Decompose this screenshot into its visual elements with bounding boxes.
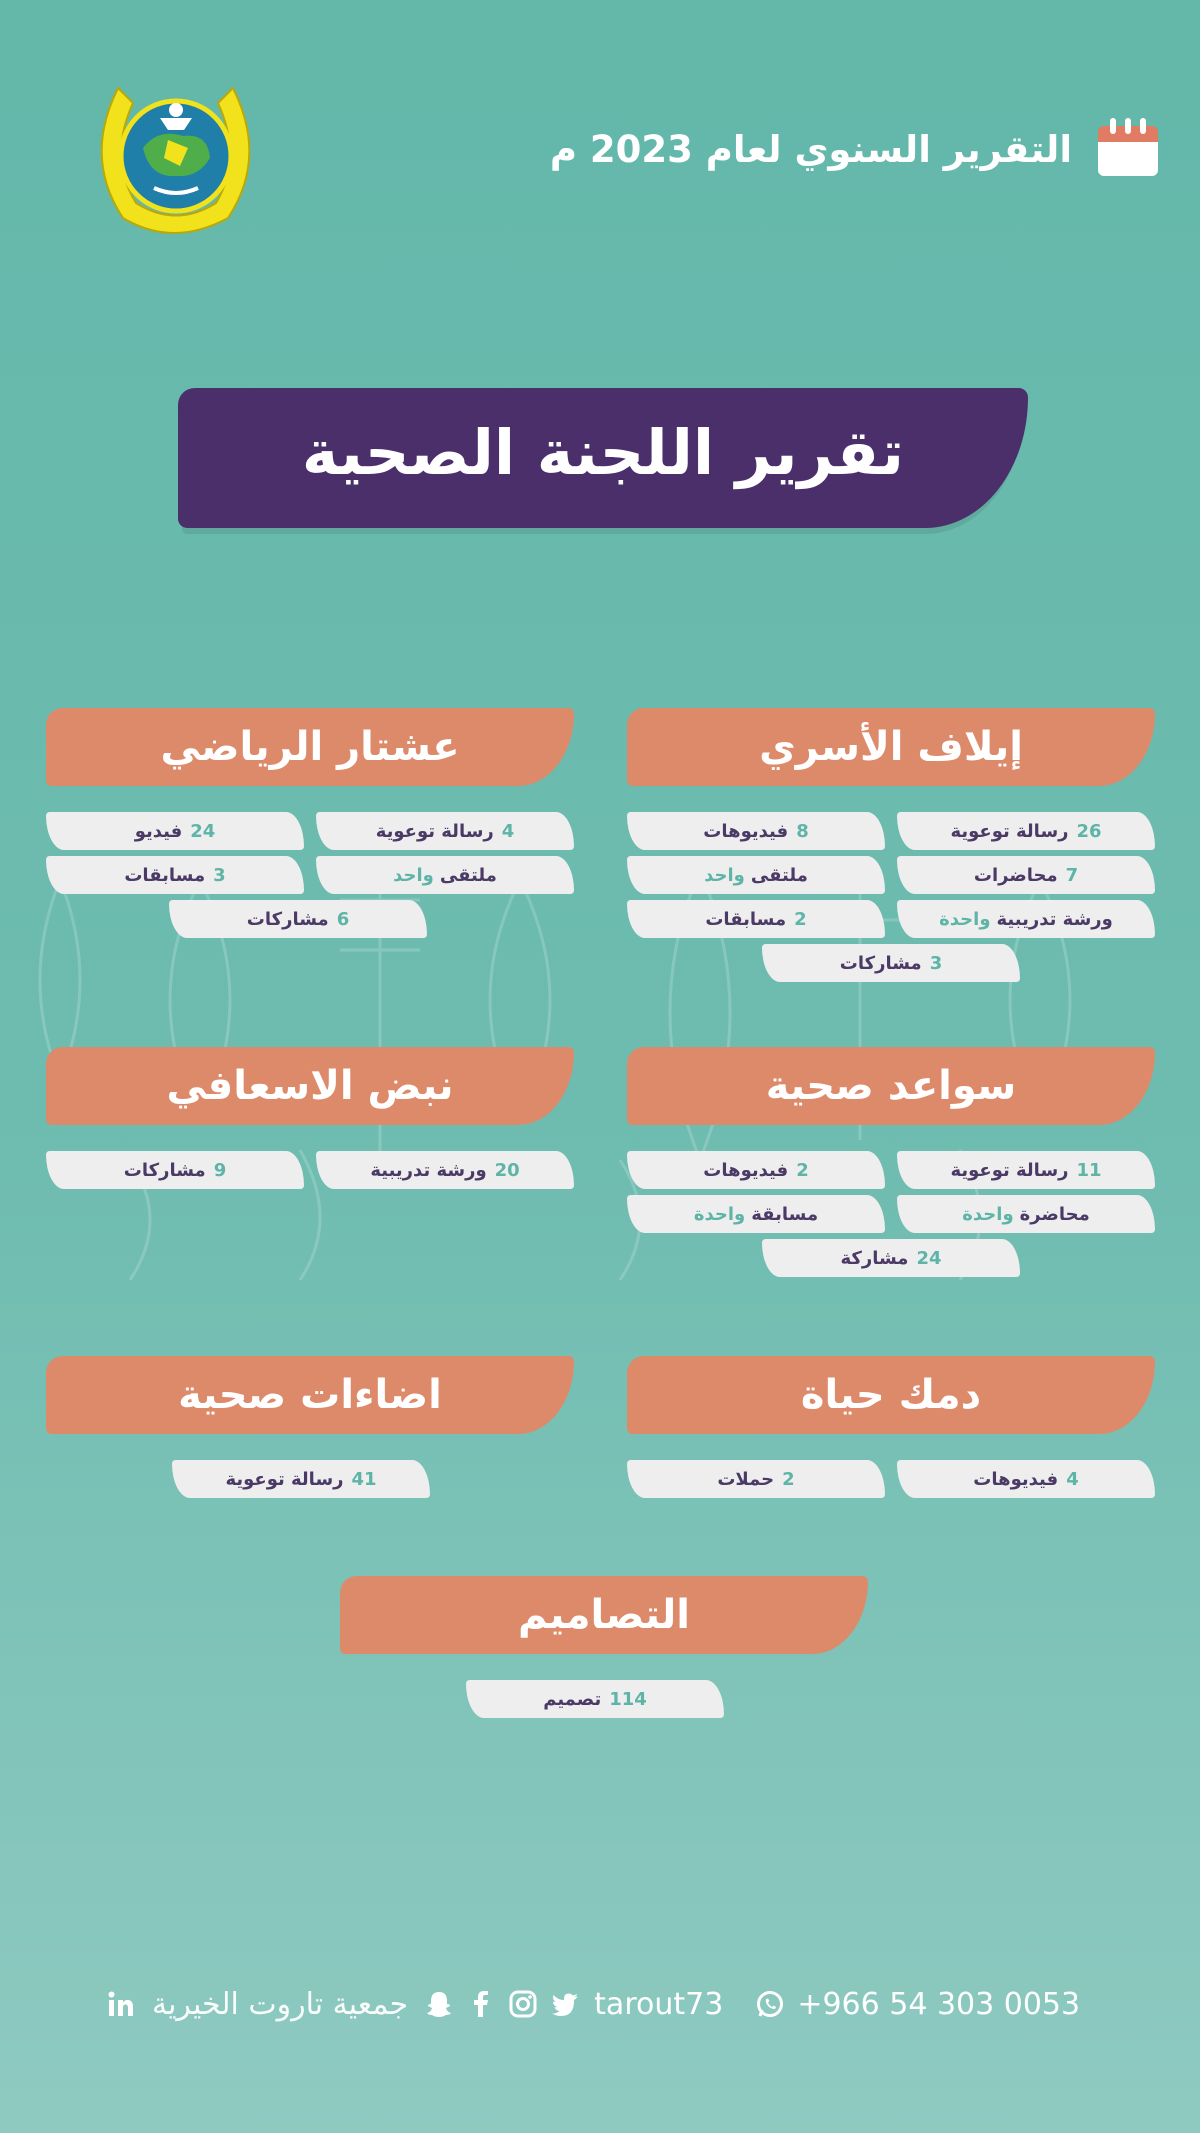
section-title: سواعد صحية <box>765 1063 1017 1109</box>
stat-pill: 11 رسالة توعوية <box>897 1151 1155 1189</box>
stat-pill: 4 فيديوهات <box>897 1460 1155 1498</box>
section-damak <box>627 1356 1155 1434</box>
stat-pill: ورشة تدريبية واحدة <box>897 900 1155 938</box>
snapchat-icon[interactable] <box>424 1989 454 2019</box>
section-ashtar <box>46 708 574 786</box>
org-name: جمعية تاروت الخيرية <box>152 1986 409 2022</box>
stat-pill: محاضرة واحدة <box>897 1195 1155 1233</box>
section-designs <box>340 1576 868 1654</box>
social-handle[interactable]: tarout73 <box>594 1986 724 2022</box>
section-title: التصاميم <box>518 1592 690 1638</box>
whatsapp-icon[interactable] <box>755 1989 785 2019</box>
stat-pill: 7 محاضرات <box>897 856 1155 894</box>
page-title: تقرير اللجنة الصحية <box>301 416 905 489</box>
stat-pill: 8 فيديوهات <box>627 812 885 850</box>
stat-pill: 24 مشاركة <box>762 1239 1020 1277</box>
stat-pill: 4 رسالة توعوية <box>316 812 574 850</box>
stat-pill: 2 فيديوهات <box>627 1151 885 1189</box>
stat-pill: 41 رسالة توعوية <box>172 1460 430 1498</box>
section-edaat <box>46 1356 574 1434</box>
stat-pill: 24 فيديو <box>46 812 304 850</box>
organization-logo <box>88 78 263 240</box>
stat-pill: 3 مشاركات <box>762 944 1020 982</box>
phone-number[interactable]: +966 54 303 0053 <box>797 1986 1081 2022</box>
section-sawaed <box>627 1047 1155 1125</box>
main-banner <box>178 388 1028 528</box>
calendar-icon <box>1098 118 1158 178</box>
section-title: اضاءات صحية <box>178 1372 442 1418</box>
linkedin-icon[interactable] <box>106 1989 136 2019</box>
stat-pill: مسابقة واحدة <box>627 1195 885 1233</box>
stat-pill: 2 مسابقات <box>627 900 885 938</box>
stat-pill: ملتقى واحد <box>627 856 885 894</box>
section-ilaf <box>627 708 1155 786</box>
stat-pill: 3 مسابقات <box>46 856 304 894</box>
section-title: إيلاف الأسري <box>759 724 1023 770</box>
twitter-icon[interactable] <box>550 1989 580 2019</box>
section-title: نبض الاسعافي <box>166 1063 454 1109</box>
section-title: دمك حياة <box>800 1372 982 1418</box>
stat-pill: 114 تصميم <box>466 1680 724 1718</box>
stat-pill: ملتقى واحد <box>316 856 574 894</box>
facebook-icon[interactable] <box>466 1989 496 2019</box>
stat-pill: 2 حملات <box>627 1460 885 1498</box>
section-nabd <box>46 1047 574 1125</box>
section-title: عشتار الرياضي <box>160 724 460 770</box>
stat-pill: 9 مشاركات <box>46 1151 304 1189</box>
stat-pill: 6 مشاركات <box>169 900 427 938</box>
stat-pill: 20 ورشة تدريبية <box>316 1151 574 1189</box>
footer-contact-bar <box>100 1980 1110 2028</box>
instagram-icon[interactable] <box>508 1989 538 2019</box>
report-header-title: التقرير السنوي لعام 2023 م <box>549 128 1072 171</box>
stat-pill: 26 رسالة توعوية <box>897 812 1155 850</box>
